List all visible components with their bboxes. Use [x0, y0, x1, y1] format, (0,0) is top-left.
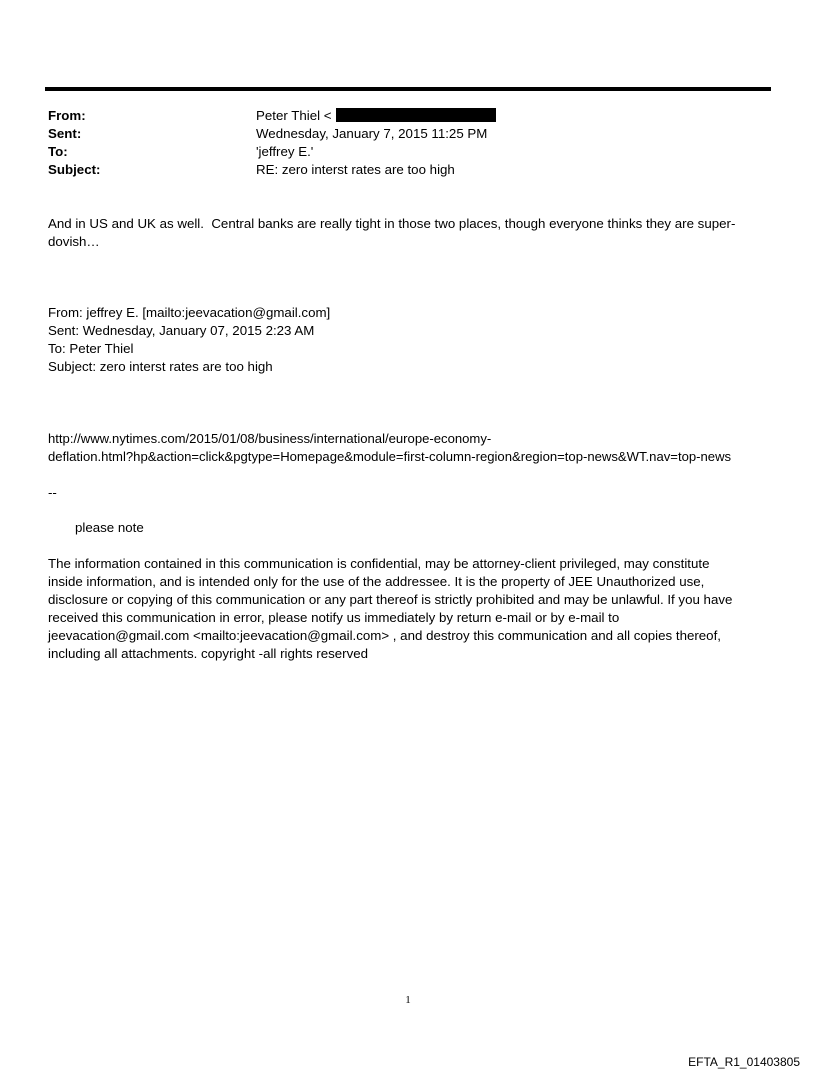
- from-row: [48, 107, 748, 125]
- notice-line: received this communication in error, please notify us immediately by return e-mail or by e-mail to: [48, 610, 620, 625]
- subject-row: [48, 161, 748, 179]
- redaction-box: [336, 108, 496, 122]
- reply-body: [48, 215, 748, 251]
- notice-line: inside information, and is intended only for the use of the addressee. It is the property of JEE Unauthorized use,: [48, 574, 705, 589]
- notice-line: jeevacation@gmail.com <mailto:jeevacation@gmail.com> , and destroy this communication and all copies thereof,: [48, 628, 721, 643]
- document-id: EFTA_R1_01403805: [688, 1055, 800, 1069]
- notice-line: disclosure or copying of this communication or any part thereof is strictly prohibited and may be unlawful. If you have: [48, 592, 733, 607]
- link-line-1[interactable]: http://www.nytimes.com/2015/01/08/business/international/europe-economy-: [48, 431, 492, 446]
- page-number: 1: [405, 994, 411, 1006]
- signature-separator: --: [48, 485, 57, 500]
- original-from: From: jeffrey E. [mailto:jeevacation@gmail.com]: [48, 305, 331, 320]
- article-link[interactable]: [48, 430, 788, 466]
- to-value: 'jeffrey E.': [256, 144, 314, 159]
- from-value: [256, 107, 496, 125]
- sent-row: [48, 125, 748, 143]
- confidentiality-notice: [48, 555, 768, 663]
- link-line-2[interactable]: deflation.html?hp&action=click&pgtype=Homepage&module=first-column-region&region=top-news&WT.nav=top-news: [48, 449, 732, 464]
- original-sent: Sent: Wednesday, January 07, 2015 2:23 AM: [48, 323, 315, 338]
- email-header: [48, 107, 748, 179]
- subject-label: Subject:: [48, 162, 101, 177]
- from-name: Peter Thiel <: [256, 108, 332, 123]
- note-heading: please note: [75, 520, 144, 535]
- subject-value: RE: zero interst rates are too high: [256, 162, 455, 177]
- to-label: To:: [48, 144, 68, 159]
- to-row: [48, 143, 748, 161]
- sent-value: Wednesday, January 7, 2015 11:25 PM: [256, 126, 488, 141]
- original-to: To: Peter Thiel: [48, 341, 134, 356]
- from-label: From:: [48, 108, 86, 123]
- original-subject: Subject: zero interst rates are too high: [48, 359, 273, 374]
- reply-line: dovish…: [48, 234, 100, 249]
- original-message-header: [48, 304, 778, 376]
- header-rule: [45, 87, 771, 91]
- notice-line: including all attachments. copyright -all rights reserved: [48, 646, 369, 661]
- sent-label: Sent:: [48, 126, 82, 141]
- notice-line: The information contained in this communication is confidential, may be attorney-client privileged, may constitute: [48, 556, 710, 571]
- reply-line: And in US and UK as well. Central banks are really tight in those two places, though everyone thinks they are super-: [48, 216, 736, 231]
